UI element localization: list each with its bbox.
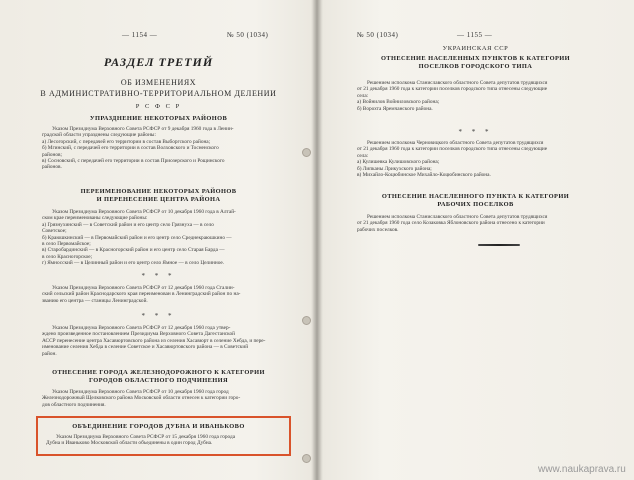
text-line: Указом Президиума Верховного Совета РСФСР от 9 декабря 1960 года в Ленин-	[52, 126, 234, 132]
republic-label: Р С Ф С Р	[135, 103, 182, 110]
text-line: званию его центра — станицы Ленинградской.	[42, 297, 148, 304]
text-line: градской области упразднены следующие районы:	[42, 132, 156, 139]
paragraph-abolition	[42, 126, 282, 171]
subheading-urban-1: ОТНЕСЕНИЕ НАСЕЛЕННЫХ ПУНКТОВ К КАТЕГОРИИ	[380, 55, 571, 62]
watermark: www.naukaprava.ru	[538, 464, 626, 475]
right-issue-number: № 50 (1034)	[357, 31, 399, 39]
text-line: Указом Президиума Верховного Совета РСФСР от 10 декабря 1960 года в Алтай-	[52, 209, 236, 215]
text-line: ждено произведенное постановлением Президиума Верховного Совета Дагестанской	[42, 331, 235, 338]
text-line: именование селения Хебда в селение Советское и Хасавюртовского района — в Советский	[42, 344, 249, 351]
text-line: а) Кулишевка Кулишовского района;	[357, 159, 440, 166]
subheading-rename-1: ПЕРЕИМЕНОВАНИЕ НЕКОТОРЫХ РАЙОНОВ	[80, 188, 237, 195]
paragraph-rename	[42, 209, 282, 267]
paragraph-stanislav	[357, 80, 597, 112]
paragraph-dagestan	[42, 325, 282, 357]
text-line: в село Первомайское;	[42, 241, 91, 248]
text-line: от 21 декабря 1960 года к категории поселков городского типа отнесены следующие	[357, 146, 548, 153]
subheading-dubna: ОБЪЕДИНЕНИЕ ГОРОДОВ ДУБНА И ИВАНЬКОВО	[72, 423, 245, 430]
text-line: а) Лесогорский, с передачей его территории в состав Выборгского района;	[42, 138, 211, 145]
text-line: Указом Президиума Верховного Совета РСФСР от 12 декабря 1960 года утвер-	[52, 325, 231, 331]
text-line: ский сельский район Краснодарского края переименован в Ленинградский район по на-	[42, 291, 241, 298]
text-line: а) Войнилов Войниловского района;	[357, 99, 440, 106]
subheading-workers-1: ОТНЕСЕНИЕ НАСЕЛЕННОГО ПУНКТА К КАТЕГОРИИ	[381, 193, 570, 200]
paragraph-kozakovka	[357, 214, 597, 233]
binding-hole	[302, 454, 311, 463]
text-line: б) Краюшкинский — в Первомайский район и его центр село Среднекраюшкино —	[42, 234, 232, 241]
text-line: в) Сосновский, с передачей его территории в состав Приозерского и Рощинского	[42, 158, 225, 165]
text-line: от 21 декабря 1960 года село Козаковка Яблоновского района отнесено к категории	[357, 220, 545, 227]
text-line: Решением исполкома Станиславского областного Совета депутатов трудящихся	[367, 214, 548, 220]
text-line: Указом Президиума Верховного Совета РСФСР от 12 декабря 1960 года Сталин-	[52, 285, 235, 291]
left-issue-number: № 50 (1034)	[227, 31, 269, 39]
text-line: рабочих поселков.	[357, 226, 399, 233]
text-line: дов областного подчинения.	[42, 401, 106, 408]
text-line: Решением исполкома Черновицкого областного Совета депутатов трудящихся	[367, 140, 544, 146]
subheading-zheleznodorozhny-1: ОТНЕСЕНИЕ ГОРОДА ЖЕЛЕЗНОДОРОЖНОГО К КАТЕГОРИИ	[52, 369, 265, 376]
section-divider-stars: * * *	[458, 128, 493, 136]
section-title: РАЗДЕЛ ТРЕТИЙ	[103, 55, 214, 69]
right-page	[317, 0, 634, 480]
heading-line-1: ОБ ИЗМЕНЕНИЯХ	[120, 78, 197, 87]
text-line: ском крае переименованы следующие районы:	[42, 215, 148, 222]
text-line: АССР перенесение центра Хасавюртовского района из селения Хасавюрт в селение Хебда, и пере-	[42, 337, 266, 344]
text-line: Советское;	[42, 228, 67, 235]
text-line: Железнодорожный Щелковского района Московской области отнесен к категории горо-	[42, 395, 241, 402]
text-line: от 21 декабря 1960 года к категории поселков городского типа отнесены следующие	[357, 86, 548, 93]
right-page-number: — 1155 —	[457, 31, 493, 39]
text-line: г) Ямносский — в Целинный район и его центр село Ямное — в село Целинное.	[42, 260, 225, 267]
text-line: Дубна и Иваньково Московской области объединены в один город Дубна.	[46, 440, 213, 447]
subheading-zheleznodorozhny-2: ГОРОДОВ ОБЛАСТНОГО ПОДЧИНЕНИЯ	[88, 377, 229, 384]
text-line: Решением исполкома Станиславского областного Совета депутатов трудящихся	[367, 80, 548, 86]
text-line: Указом Президиума Верховного Совета РСФСР от 10 декабря 1960 года город	[52, 389, 229, 395]
text-line: села:	[357, 92, 369, 99]
text-line: села:	[357, 152, 369, 159]
text-line: б) Мгинский, с передачей его территории в состав Волховского и Тосненского	[42, 145, 219, 152]
subheading-rename-2: И ПЕРЕНЕСЕНИЕ ЦЕНТРА РАЙОНА	[96, 196, 221, 203]
paragraph-chernovtsy	[357, 140, 597, 178]
text-line: в) Старобардинский — в Красногорский район и его центр село Старая Барда —	[42, 247, 225, 254]
text-line: в) Михайло-Коцюбинское Михайло-Коцюбинского района.	[357, 172, 491, 179]
text-line: Указом Президиума Верховного Совета РСФСР от 15 декабря 1960 года города	[56, 434, 236, 440]
text-line: районов.	[42, 164, 62, 171]
section-divider-stars: * * *	[141, 312, 176, 320]
subheading-workers-2: РАБОЧИХ ПОСЕЛКОВ	[437, 201, 514, 208]
binding-hole	[302, 148, 311, 157]
text-line: б) Липканы Лрикухского района;	[357, 165, 432, 172]
heading-line-2: В АДМИНИСТРАТИВНО-ТЕРРИТОРИАЛЬНОМ ДЕЛЕНИИ	[40, 89, 277, 98]
highlight-box-dubna	[36, 416, 291, 456]
republic-label-ukraine: УКРАИНСКАЯ ССР	[442, 45, 509, 52]
text-line: а) Грязнухинский — в Советский район и его центр село Грязнуха — в село	[42, 221, 214, 228]
end-rule	[478, 244, 520, 246]
text-line: районов;	[42, 151, 62, 158]
section-divider-stars: * * *	[141, 272, 176, 280]
subheading-abolition: УПРАЗДНЕНИЕ НЕКОТОРЫХ РАЙОНОВ	[89, 115, 228, 122]
paragraph-stalinsky	[42, 285, 282, 304]
subheading-urban-2: ПОСЕЛКОВ ГОРОДСКОГО ТИПА	[418, 63, 533, 70]
binding-hole	[302, 316, 311, 325]
text-line: в село Красногорское;	[42, 253, 93, 260]
text-line: район.	[42, 350, 57, 357]
left-page-number: — 1154 —	[122, 31, 158, 39]
paragraph-zheleznodorozhny	[42, 389, 282, 408]
text-line: б) Ворохта Яремчанского района.	[357, 105, 433, 112]
